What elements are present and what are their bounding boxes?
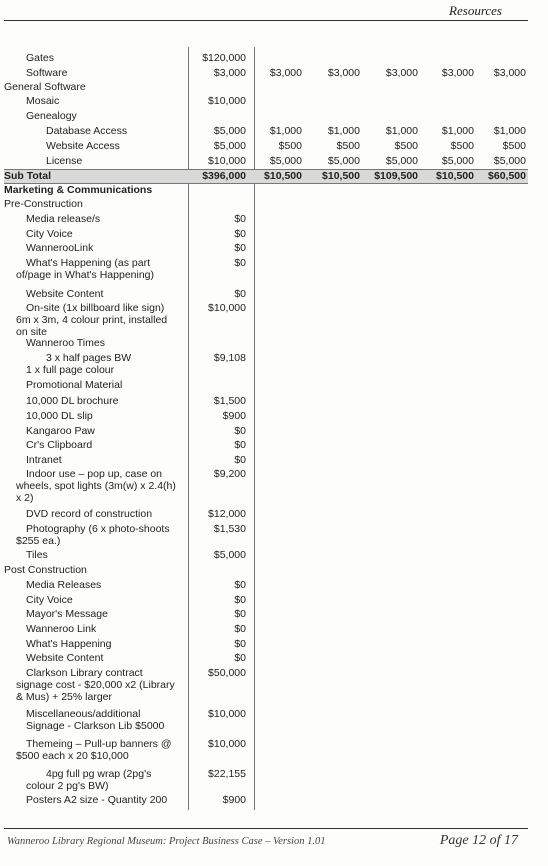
total-cost-cell: $0 (234, 288, 246, 300)
annual-cost-cell: $500 (278, 140, 302, 152)
row-label: Intranet (26, 454, 62, 466)
annual-cost-cell: $10,500 (264, 170, 302, 182)
annual-cost-cell: $1,000 (493, 125, 526, 137)
row-label: What's Happening (26, 638, 112, 650)
row-label: What's Happening (as part (26, 257, 150, 269)
row-label: Post Construction (4, 564, 87, 576)
row-label: Gates (26, 52, 55, 64)
total-cost-cell: $120,000 (202, 52, 246, 64)
row-label: Wanneroo Link (26, 623, 97, 635)
annual-cost-cell: $5,000 (493, 155, 526, 167)
row-label: Themeing – Pull-up banners @ (26, 738, 172, 750)
footer-rule (4, 828, 528, 829)
total-cost-cell: $10,000 (208, 302, 246, 314)
total-cost-cell: $10,000 (208, 155, 246, 167)
row-label: 6m x 3m, 4 colour print, installed (16, 314, 168, 326)
row-label: Indoor use – pop up, case on (26, 468, 163, 480)
annual-cost-cell: $500 (450, 140, 474, 152)
row-label: Sub Total (4, 170, 52, 182)
row-label: Media Releases (26, 579, 102, 591)
annual-cost-cell: $500 (336, 140, 360, 152)
row-label: Website Content (26, 652, 104, 664)
annual-cost-cell: $500 (502, 140, 526, 152)
row-label: Miscellaneous/additional (26, 708, 141, 720)
page-footer (0, 826, 548, 866)
annual-cost-cell: $3,000 (385, 67, 418, 79)
row-label: Promotional Material (26, 379, 123, 391)
total-cost-cell: $5,000 (213, 140, 246, 152)
row-label: Marketing & Communications (4, 184, 153, 196)
row-label: & Mus) + 25% larger (16, 691, 112, 703)
row-label: Tiles (26, 549, 48, 561)
total-cost-cell: $0 (234, 623, 246, 635)
total-cost-cell: $12,000 (208, 508, 246, 520)
row-label: Genealogy (26, 110, 77, 122)
total-cost-cell: $0 (234, 638, 246, 650)
annual-cost-cell: $3,000 (327, 67, 360, 79)
row-label: Mayor's Message (26, 608, 108, 620)
row-label: Wanneroo Times (26, 337, 105, 349)
total-cost-cell: $5,000 (213, 125, 246, 137)
document-title: Wanneroo Library Regional Museum: Project Business Case – Version 1.01 (7, 836, 326, 847)
row-label: On-site (1x billboard like sign) (26, 302, 165, 314)
total-cost-cell: $900 (222, 410, 246, 422)
row-label: Kangaroo Paw (26, 425, 95, 437)
row-label: WannerooLink (26, 242, 94, 254)
total-cost-cell: $50,000 (208, 667, 246, 679)
annual-cost-cell: $1,000 (385, 125, 418, 137)
row-label: Clarkson Library contract (26, 667, 143, 679)
row-label: Website Access (46, 140, 120, 152)
row-label: License (46, 155, 83, 167)
total-cost-cell: $10,000 (208, 708, 246, 720)
row-label: x 2) (16, 492, 34, 504)
row-label: colour 2 pg's BW) (26, 780, 109, 792)
subtotal-row (4, 169, 528, 184)
row-label: $500 each x 20 $10,000 (16, 750, 129, 762)
annual-cost-cell: $109,500 (374, 170, 418, 182)
total-cost-cell: $900 (222, 794, 246, 806)
annual-cost-cell: $10,500 (322, 170, 360, 182)
total-cost-cell: $0 (234, 608, 246, 620)
annual-cost-cell: $10,500 (436, 170, 474, 182)
row-label: Mosaic (26, 95, 60, 107)
row-label: Database Access (46, 125, 128, 137)
total-cost-cell: $5,000 (213, 549, 246, 561)
annual-cost-cell: $5,000 (441, 155, 474, 167)
row-label: 3 x half pages BW (46, 352, 132, 364)
row-label: City Voice (26, 228, 73, 240)
annual-cost-cell: $5,000 (385, 155, 418, 167)
total-cost-cell: $22,155 (208, 768, 246, 780)
page-number: Page 12 of 17 (439, 833, 518, 848)
row-label: Signage - Clarkson Lib $5000 (26, 720, 165, 732)
row-label: City Voice (26, 594, 73, 606)
annual-cost-cell: $500 (394, 140, 418, 152)
total-cost-cell: $0 (234, 594, 246, 606)
total-cost-cell: $0 (234, 454, 246, 466)
row-label: Cr's Clipboard (26, 439, 93, 451)
row-label: Website Content (26, 288, 104, 300)
total-cost-cell: $0 (234, 439, 246, 451)
row-label: Media release/s (26, 213, 101, 225)
total-cost-cell: $0 (234, 228, 246, 240)
total-cost-cell: $0 (234, 213, 246, 225)
annual-cost-cell: $1,000 (269, 125, 302, 137)
annual-cost-cell: $1,000 (441, 125, 474, 137)
total-cost-cell: $9,200 (213, 468, 246, 480)
total-cost-cell: $0 (234, 652, 246, 664)
row-label: 10,000 DL brochure (26, 395, 119, 407)
section-title: Resources (449, 3, 502, 18)
row-label: 1 x full page colour (26, 364, 115, 376)
row-label: Posters A2 size - Quantity 200 (26, 794, 168, 806)
annual-cost-cell: $3,000 (269, 67, 302, 79)
row-label: wheels, spot lights (3m(w) x 2.4(h) (16, 480, 176, 492)
row-label: of/page in What's Happening) (16, 269, 155, 281)
row-label: Pre-Construction (4, 198, 83, 210)
row-label: on site (16, 326, 47, 338)
total-cost-cell: $396,000 (202, 170, 246, 182)
total-cost-cell: $1,530 (213, 523, 246, 535)
row-label: General Software (4, 81, 86, 93)
total-cost-cell: $0 (234, 242, 246, 254)
total-cost-cell: $10,000 (208, 738, 246, 750)
annual-cost-cell: $5,000 (269, 155, 302, 167)
annual-cost-cell: $60,500 (488, 170, 526, 182)
annual-cost-cell: $3,000 (493, 67, 526, 79)
row-label: 10,000 DL slip (26, 410, 93, 422)
page-header (0, 0, 548, 22)
total-cost-cell: $0 (234, 425, 246, 437)
row-label: DVD record of construction (26, 508, 153, 520)
row-label: $255 ea.) (16, 535, 61, 547)
total-cost-cell: $3,000 (213, 67, 246, 79)
row-label: 4pg full pg wrap (2pg's (46, 768, 152, 780)
column-divider (254, 47, 255, 810)
total-cost-cell: $0 (234, 257, 246, 269)
row-label: signage cost - $20,000 x2 (Library (16, 679, 175, 691)
total-cost-cell: $9,108 (213, 352, 246, 364)
header-rule (4, 20, 528, 21)
row-label: Software (26, 67, 68, 79)
annual-cost-cell: $5,000 (327, 155, 360, 167)
annual-cost-cell: $3,000 (441, 67, 474, 79)
total-cost-cell: $0 (234, 579, 246, 591)
row-label: Photography (6 x photo-shoots (26, 523, 170, 535)
annual-cost-cell: $1,000 (327, 125, 360, 137)
total-cost-cell: $10,000 (208, 95, 246, 107)
total-cost-cell: $1,500 (213, 395, 246, 407)
